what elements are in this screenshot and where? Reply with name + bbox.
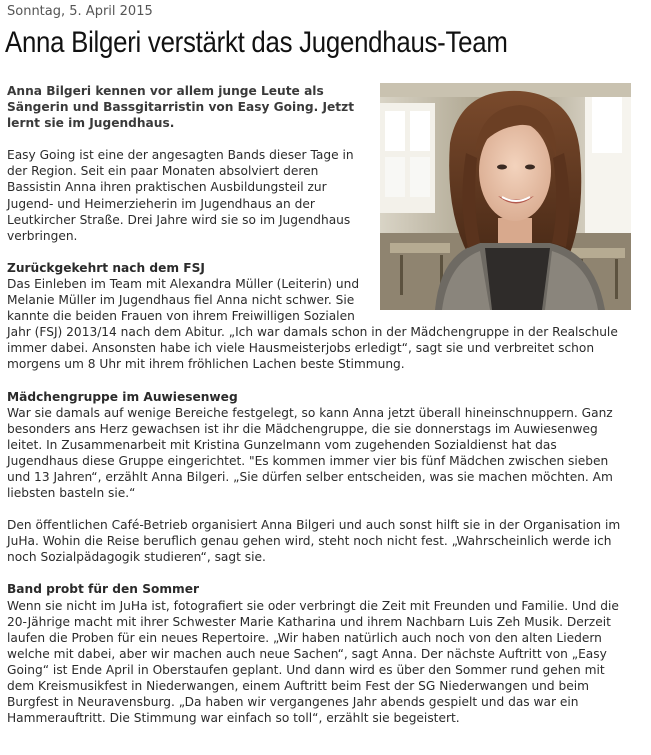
article-title: Anna Bilgeri verstärkt das Jugendhaus-Team (5, 26, 508, 59)
photo-wrap-spacer (365, 276, 627, 310)
article-intro: Easy Going ist eine der angesagten Bands dieser Tage in der Region. Seit ein paar Monaten absolviert deren Bassistin Anna ihren praktischen Ausbildungsteil zur Jugend- und Heimerzieherin im Jugendhaus an der Leutkircher Straße. Drei Jahre wird sie so im Jugendhaus verbringen. (7, 148, 354, 243)
article-body (7, 83, 631, 742)
section-heading: Band probt für den Sommer (7, 582, 200, 597)
section-heading: Mädchengruppe im Auwiesenweg (7, 389, 238, 404)
section-paragraph: War sie damals auf wenige Bereiche festgelegt, so kann Anna jetzt überall hineinschnuppern. Ganz besonders ans Herz gewachsen ist ihr die Mädchengruppe, die sie donnerstags im Auwiesenweg leitet. In Zusammenarbeit mit Kristina Gunzelmann vom zugehenden Sozialdienst hat das Jugendhaus diese Gruppe eingerichtet. "Es kommen immer vier bis fünf Mädchen zwischen sieben und 13 Jahren“, erzählt Anna Bilgeri. „Sie dürfen selber entscheiden, was sie machen möchten. Am liebsten basteln sie.“ (7, 405, 613, 501)
section-paragraph: Den öffentlichen Café-Betrieb organisiert Anna Bilgeri und auch sonst hilft sie in der Organisation im JuHa. Wohin die Reise beruflich genau gehen wird, steht noch nicht fest. „Wahrscheinlich werde ich noch Sozialpädagogik studieren“, sagt sie. (7, 518, 621, 565)
section-heading: Zurückgekehrt nach dem FSJ (7, 260, 205, 275)
section-paragraph: Wenn sie nicht im JuHa ist, fotografiert sie oder verbringt die Zeit mit Freunden und Familie. Und die 20-Jährige macht mit ihrer Schwester Marie Katharina und ihrem Nachbarn Luis Zeh Musik. Derzeit laufen die Proben für ein neues Repertoire. „Wir haben natürlich auch noch von den alten Liedern welche mit dabei, aber wir machen auch neue Sachen“, sagt Anna. Der nächste Auftritt von „Easy Going“ ist Ende April in Oberstaufen geplant. Und dann wird es über den Sommer rund gehen mit dem Kreismusikfest in Niederwangen, einem Auftritt beim Fest der SG Niederwangen und beim Burgfest in Neuravensburg. „Da haben wir vergangenes Jahr abends gespielt und das war ein Hammerauftritt. Die Stimmung war einfach so toll“, erzählt sie begeistert. (7, 598, 619, 726)
article-lead: Anna Bilgeri kennen vor allem junge Leute als Sängerin und Bassgitarristin von Easy Going. Jetzt lernt sie im Jugendhaus. (7, 84, 355, 131)
paragraph-text: Das Einleben im Team mit Alexandra Müller (Leiterin) und Melanie Müller im Jugendhaus fiel Anna nicht schwer. Sie kannte die beiden Frauen von ihrem Freiwilligen Sozialen Jahr (FSJ) 2013/14 nach dem Abitur. „Ich war damals schon in der Mädchengruppe in der Realschule immer dabei. Ansonsten habe ich viele Hausmeisterjobs erledigt“, sagt sie und verbreitet schon morgens um 8 Uhr mit ihrem fröhlichen Lachen beste Stimmung. (7, 276, 618, 372)
section-paragraph (7, 276, 627, 373)
article-date: Sonntag, 5. April 2015 (7, 4, 153, 19)
